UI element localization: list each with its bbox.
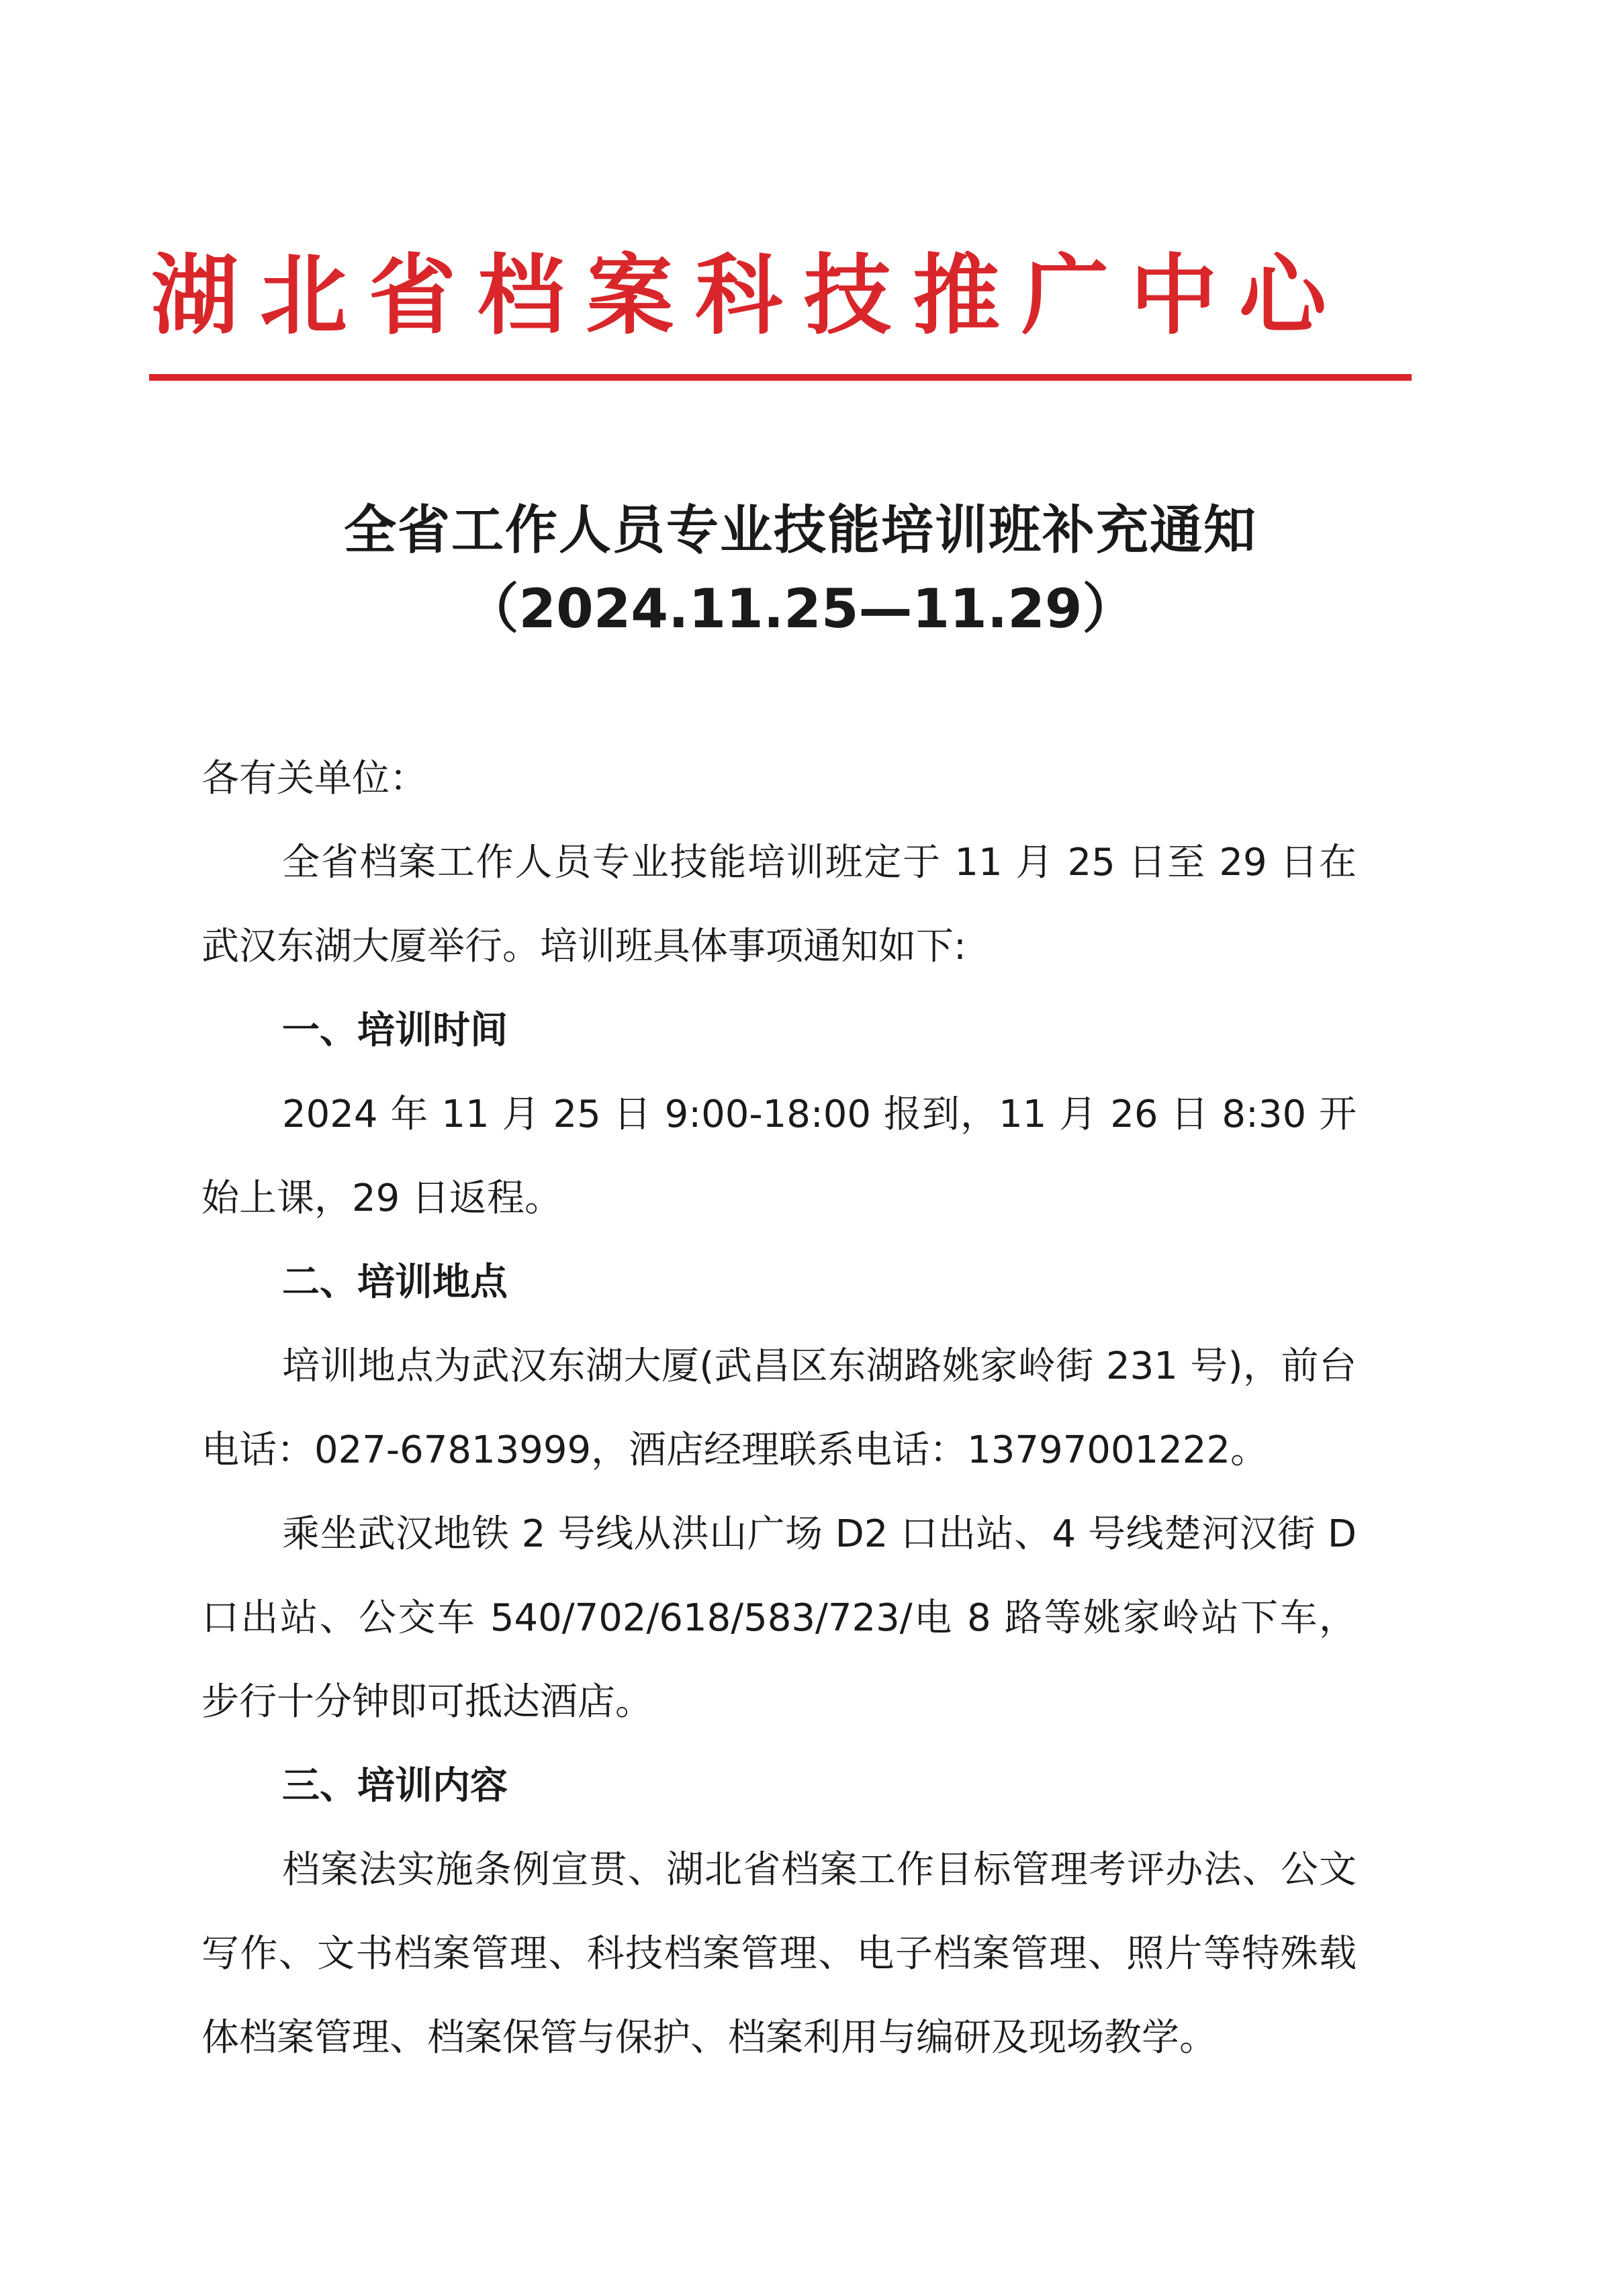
section-heading-content: 三、培训内容 — [282, 1764, 508, 1808]
document-date-range: （2024.11.25—11.29） — [465, 578, 1136, 640]
transport-paragraph: 乘坐武汉地铁 2 号线从洪山广场 D2 口出站、4 号线楚河汉街 D 口出站、公交车 540/702/618/583/723/电 8 路等姚家岭站下车，步行十分钟即可抵达酒店。 — [201, 1512, 1357, 1724]
letterhead-red-rule — [149, 374, 1412, 381]
intro-paragraph: 全省档案工作人员专业技能培训班定于 11 月 25 日至 29 日在武汉东湖大厦举行。培训班具体事项通知如下: — [201, 841, 1357, 968]
content-paragraph: 档案法实施条例宣贯、湖北省档案工作目标管理考评办法、公文写作、文书档案管理、科技档案管理、电子档案管理、照片等特殊载体档案管理、档案保管与保护、档案利用与编研及现场教学。 — [201, 1848, 1357, 2060]
section-heading-time: 一、培训时间 — [282, 1009, 508, 1052]
location-paragraph: 培训地点为武汉东湖大厦(武昌区东湖路姚家岭街 231 号)，前台电话：027-67813999，酒店经理联系电话：13797001222。 — [201, 1344, 1357, 1472]
letterhead-org-name: 湖北省档案科技推广中心 — [151, 244, 1348, 347]
section-heading-location: 二、培训地点 — [282, 1260, 508, 1304]
document-title: 全省工作人员专业技能培训班补充通知 — [343, 500, 1257, 561]
salutation: 各有关单位： — [201, 757, 427, 800]
time-paragraph: 2024 年 11 月 25 日 9:00-18:00 报到，11 月 26 日 8:30 开始上课，29 日返程。 — [201, 1093, 1357, 1220]
